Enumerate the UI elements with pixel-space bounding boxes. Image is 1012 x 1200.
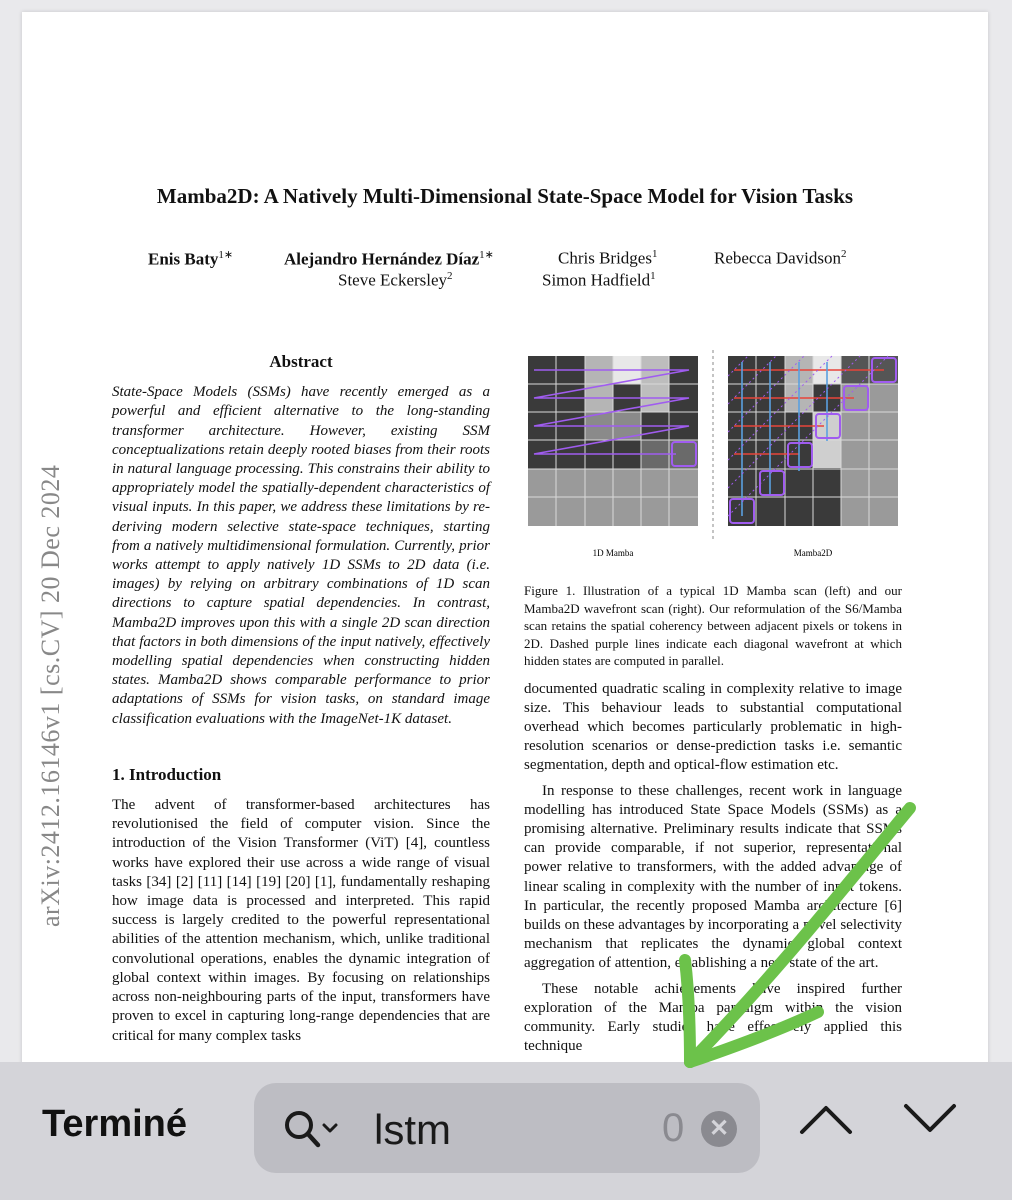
- figure-label-right: Mamba2D: [793, 548, 833, 558]
- intro-text: The advent of transformer-based architectures has revolutionised the field of computer vision. Since the introduction of the Vision Transformer (ViT) [4], countless works have explored their use across a wide range of visual tasks [34] [2] [11] [14] [19] [20] [1], fundamentally reshaping how image data is processed and interpreted. This rapid success is largely credited to the powerful representational abilities of the attention mechanism, which, unlike traditional convolutional operations, enables the dynamic integration of global context within images. By focusing on relationships across non-neighbouring parts of the input, transformers have proven to excel in capturing long-range dependencies that are critical for many complex tasks: [112, 797, 490, 1044]
- find-query-text[interactable]: lstm: [374, 1106, 451, 1153]
- paragraph: In response to these challenges, recent work in language modelling has introduced State Space Models (SSMs) as a promising alternative. Preliminary results indicate that SSMs can provide comparable, if not superior, representational power relative to transformers, with the added advantage of linear scaling in complexity with the number of input tokens. In particular, the recently proposed Mamba architecture [6] builds on these advantages by incorporating a novel selectivity mechanism that replicates the dynamic global context aggregation of attention, establishing a new state of the art.: [524, 782, 902, 972]
- clear-x-icon[interactable]: ✕: [701, 1111, 737, 1147]
- author-name: Steve Eckersley$^2$: [338, 270, 453, 290]
- author-name: Rebecca Davidson$^2$: [714, 248, 847, 268]
- section-heading: 1. Introduction: [112, 764, 222, 784]
- author-name: Simon Hadfield$^1$: [542, 270, 656, 290]
- left-column: [112, 352, 490, 1046]
- figure-1: [524, 346, 904, 562]
- match-count: 0: [662, 1106, 685, 1150]
- figure-caption: Figure 1. Illustration of a typical 1D Mamba scan (left) and our Mamba2D wavefront scan (right). Our reformulation of the S6/Mamba scan retains the spatial coherency between adjacent pixels or tokens in 2D. Dashed purple lines indicate each diagonal wavefront at which hidden states are computed in parallel.: [524, 583, 902, 668]
- figure-label-left: 1D Mamba: [592, 548, 634, 558]
- pdf-page: [22, 12, 988, 1072]
- authors-line-1: [22, 248, 988, 270]
- arxiv-stamp: arXiv:2412.16146v1 [cs.CV] 20 Dec 2024: [36, 464, 65, 927]
- find-in-page-bar: [0, 1062, 1012, 1200]
- authors-line-2: [22, 270, 988, 292]
- right-body-text: [524, 680, 902, 1057]
- mamba2d-grid: [728, 356, 898, 526]
- find-search-field[interactable]: [254, 1083, 760, 1173]
- scan-illustration: [524, 346, 904, 562]
- done-button[interactable]: Terminé: [42, 1103, 188, 1145]
- abstract-text: State-Space Models (SSMs) have recently emerged as a powerful and efficient alternative to the long-standing transformer architecture. However, existing SSM conceptualizations retain deeply rooted biases from their roots in natural language processing. This constrains their ability to appropriately model the spatially-dependent characteristics of visual inputs. In this paper, we address these limitations by re-deriving modern selective state-space techniques, starting from a natively multidimensional formulation. Currently, prior works attempt to apply natively 1D SSMs to 2D data (i.e. images) by relying on arbitrary combinations of 1D scan directions to capture spatial dependencies. In contrast, Mamba2D improves upon this with a single 2D scan direction that factors in both dimensions of the input natively, effectively modelling spatial dependencies when constructing hidden states. Mamba2D shows comparable performance to prior adaptations of SSMs for vision tasks, on standard image classification evaluations with the ImageNet-1K dataset.: [112, 384, 490, 727]
- chevron-down-icon[interactable]: [902, 1102, 958, 1136]
- paragraph: documented quadratic scaling in complexity relative to image size. This behaviour leads to substantial computational overhead which becomes particularly problematic in high-resolution scenarios or dense-prediction tasks i.e. semantic segmentation, depth and optical-flow estimation etc.: [524, 680, 902, 774]
- paper-title: Mamba2D: A Natively Multi-Dimensional State-Space Model for Vision Tasks: [156, 184, 854, 208]
- author-name: Enis Baty$^{1∗}$: [148, 249, 234, 269]
- abstract-heading: Abstract: [269, 352, 333, 371]
- right-column: [524, 346, 902, 1056]
- chevron-up-icon[interactable]: [798, 1102, 854, 1136]
- paragraph: These notable achievements have inspired further exploration of the Mamba paradigm within the vision community. Early studies have effectively applied this technique: [524, 980, 902, 1055]
- author-name: Chris Bridges$^1$: [558, 248, 658, 268]
- 1d-mamba-grid: [528, 356, 698, 526]
- magnifier-dropdown-icon[interactable]: [282, 1108, 342, 1150]
- author-name: Alejandro Hernández Díaz$^{1∗}$: [284, 249, 494, 269]
